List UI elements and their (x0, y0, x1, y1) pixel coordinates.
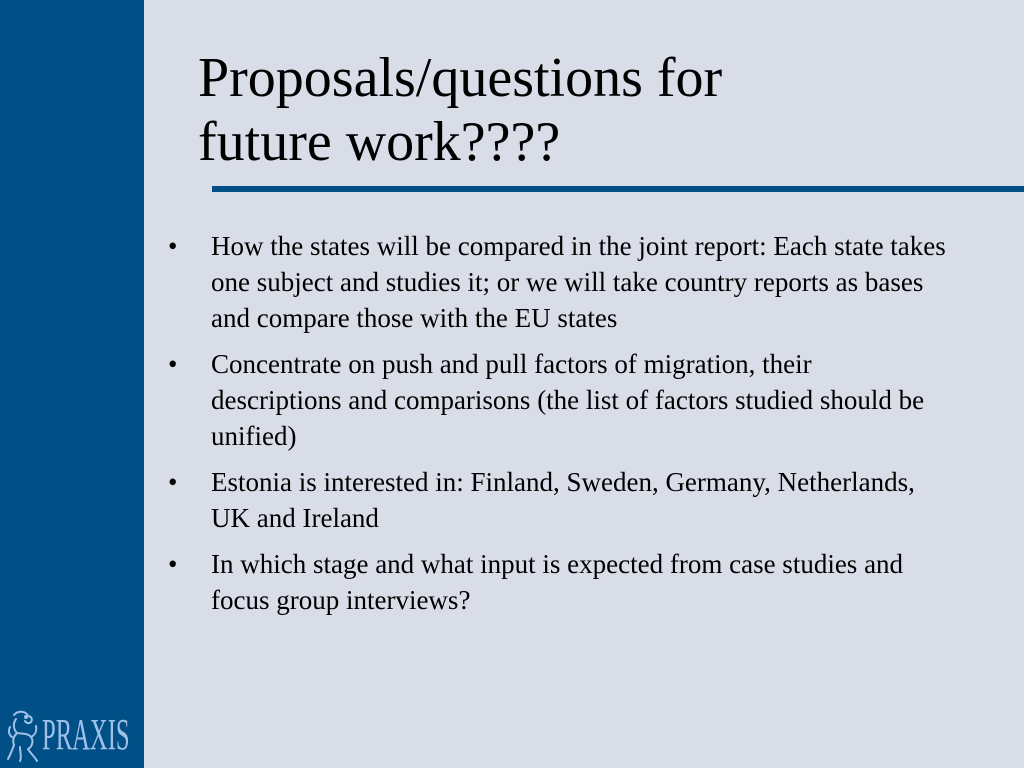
bullet-text: Concentrate on push and pull factors of migration, their descriptions and comparisons (the list of factors studied should be unified) (211, 349, 925, 451)
bullet-item (168, 464, 948, 536)
bullet-text: Estonia is interested in: Finland, Sweden, Germany, Netherlands, UK and Ireland (211, 467, 915, 533)
sidebar (0, 0, 144, 768)
bullet-item (168, 346, 948, 454)
bullet-list (168, 228, 948, 628)
bullet-dot: • (168, 549, 178, 579)
bullet-item (168, 546, 948, 618)
slide-title-line-1: Proposals/questions for (198, 47, 723, 109)
praxis-logo (4, 706, 138, 764)
logo-text: PRAXIS (42, 710, 130, 759)
bullet-dot: • (168, 231, 178, 261)
bullet-text: How the states will be compared in the joint report: Each state takes one subject and studies it; or we will take country reports as bases and compare those with the EU states (211, 231, 946, 333)
slide-title (198, 46, 998, 174)
title-underline (212, 186, 1024, 192)
heraldic-lion-icon (4, 707, 40, 763)
slide-title-line-2: future work???? (198, 111, 561, 173)
bullet-item (168, 228, 948, 336)
bullet-dot: • (168, 467, 178, 497)
bullet-text: In which stage and what input is expected from case studies and focus group interviews? (211, 549, 904, 615)
bullet-dot: • (168, 349, 178, 379)
